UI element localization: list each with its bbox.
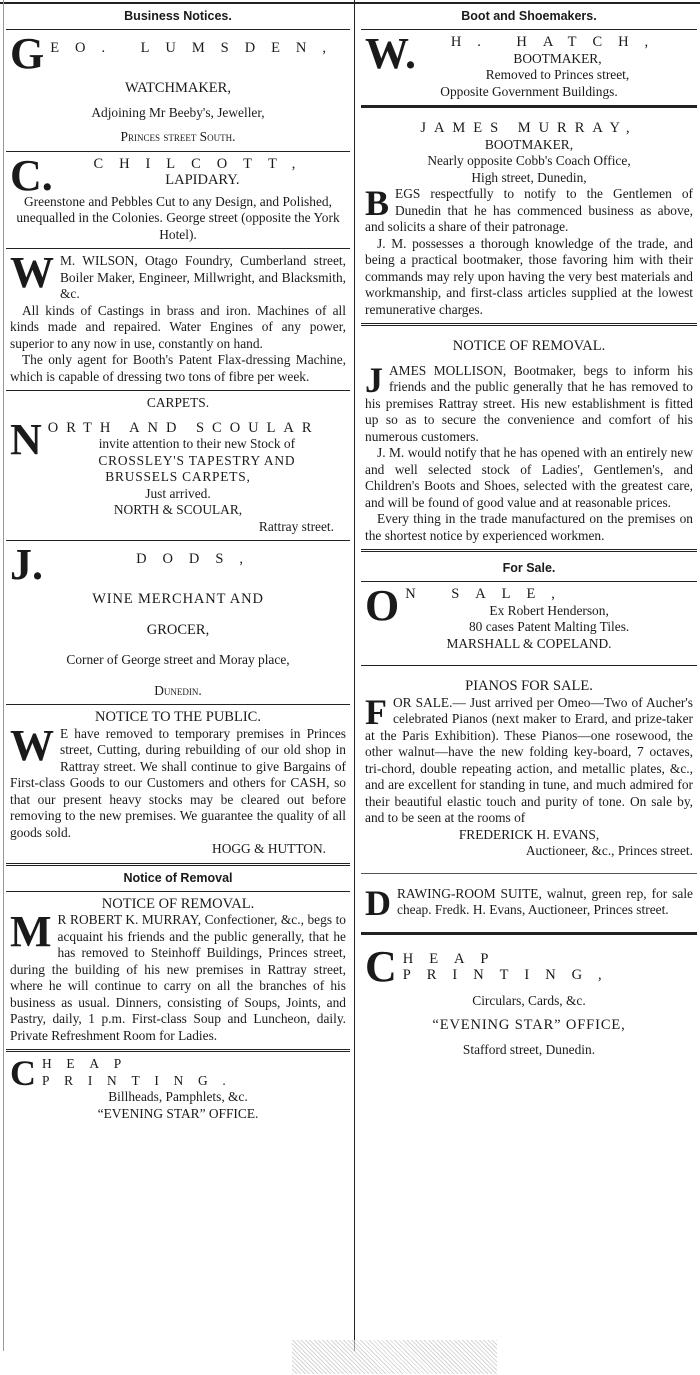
signature: FREDERICK H. EVANS, [458, 826, 600, 842]
street: Princes street South. [120, 129, 236, 144]
signature: NORTH & SCOULAR, [113, 502, 243, 517]
signature-address: Rattray street. [258, 518, 334, 534]
heading: NOTICE TO THE PUBLIC. [95, 709, 261, 725]
drop-cap: F [365, 691, 387, 732]
line: 80 cases Patent Malting Tiles. [468, 619, 630, 634]
address: Corner of George street and Moray place, [66, 652, 290, 667]
drop-cap: M [10, 907, 52, 956]
line: “EVENING STAR” OFFICE. [97, 1105, 259, 1121]
drop-cap: C [365, 941, 397, 991]
advertiser-name: HEAP PRINTING, [402, 950, 618, 983]
heading: CARPETS. [146, 395, 210, 410]
ad-hatch [361, 30, 697, 108]
ad-robert-murray [6, 892, 350, 1053]
trade: GROCER, [146, 621, 210, 638]
ad-on-sale [361, 582, 697, 666]
paragraph: Every thing in the trade manufactured on the premises on the shortest notice by experienced workmen. [365, 511, 693, 543]
advertiser-name: CHILCOTT, [93, 155, 312, 172]
drop-cap: J [365, 359, 383, 400]
drop-cap: O [365, 581, 400, 630]
line: Removed to Princes street, [485, 67, 630, 82]
advertiser-name: DODS, [136, 551, 259, 567]
line: Nearly opposite Cobb's Coach Office, [427, 153, 631, 168]
advertiser-name: H. HATCH, [450, 34, 665, 50]
ad-james-murray [361, 108, 697, 326]
ad-lumsden [6, 30, 350, 152]
line: “EVENING STAR” OFFICE, [432, 1017, 626, 1033]
paragraph: All kinds of Castings in brass and iron. Machines of all kinds made and repaired. Water Engines of any power, superior to any now in use, constantly on hand. [10, 302, 346, 351]
paragraph: The only agent for Booth's Patent Flax-dressing Machine, which is capable of dressing two tons of fibre per week. [10, 352, 346, 384]
ad-cheap-printing-left [6, 1052, 350, 1127]
section-header-sale: For Sale. [361, 552, 697, 582]
ad-chilcott [6, 152, 350, 250]
body: R ROBERT K. MURRAY, Confectioner, &c., begs to acquaint his friends and the public generally, that he has removed to Steinhoff Buildings, Princes street, during the building of his new premises in Rattray street, where he will continue to carry on all the branches of his business as usual. Dinners, consisting of Soups, Joints, and Pastry, daily, 1 p.m. First-class Soup and Luncheon, daily. Private Refreshment Room for Ladies. [10, 912, 346, 1043]
address: Adjoining Mr Beeby's, Jeweller, [91, 104, 265, 120]
section-header-boot: Boot and Shoemakers. [361, 0, 697, 30]
heading: NOTICE OF REMOVAL. [101, 895, 255, 912]
ad-mollison [361, 326, 697, 552]
drop-cap: G [10, 29, 45, 78]
trade: LAPIDARY. [165, 172, 240, 188]
drop-cap: W [10, 248, 54, 297]
ad-pianos [361, 666, 697, 874]
drop-cap: W [10, 720, 54, 770]
trade: BOOTMAKER, [484, 136, 574, 152]
body: RAWING-ROOM SUITE, walnut, green rep, for sale cheap. Fredk. H. Evans, Auctioneer, Princes street. [397, 885, 693, 917]
drop-cap: N [10, 414, 42, 464]
line: Stafford street, Dunedin. [462, 1041, 596, 1057]
paragraph: J. M. possesses a thorough knowledge of the trade, and being a practical bootmaker, those favoring him with their commands may rely upon having the very best materials and workmanship, and first-class articles supplied at the lowest remunerative charges. [365, 235, 693, 317]
intro: M. WILSON, Otago Foundry, Cumberland street, Boiler Maker, Engineer, Millwright, and Blacksmith, &c. [60, 253, 346, 301]
drop-cap: J. [10, 540, 43, 589]
column-divider [354, 0, 355, 1351]
ad-cheap-printing-right [361, 935, 697, 1064]
right-column [361, 0, 697, 1347]
drop-cap: B [365, 183, 390, 223]
line: BRUSSELS CARPETS, [105, 469, 251, 484]
line: invite attention to their new Stock of [98, 436, 296, 451]
drop-cap: C [10, 1053, 36, 1093]
line: Ex Robert Henderson, [489, 602, 609, 618]
left-column [6, 0, 350, 1347]
drop-cap: C. [10, 150, 53, 200]
paragraph: EGS respectfully to notify to the Gentlemen of Dunedin that he has commenced business as above, and solicits a share of their patronage. [365, 186, 693, 234]
section-header-business: Business Notices. [6, 0, 350, 30]
line: Opposite Government Buildings. [440, 83, 618, 99]
heading: NOTICE OF REMOVAL. [452, 338, 606, 354]
ad-dods [6, 541, 350, 705]
paragraph: AMES MOLLISON, Bootmaker, begs to inform his friends and the public generally that he has removed to his premises Rattray street. His new establishment is fitted up so as to secure the convenience and comfort of his numerous customers. [365, 362, 693, 444]
trade: BOOTMAKER, [513, 50, 602, 66]
advertiser-name: HEAP PRINTING. [42, 1056, 241, 1088]
signature-address: Auctioneer, &c., Princes street. [525, 843, 693, 858]
paragraph: J. M. would notify that he has opened with an entirely new and well selected stock of Ladies', Gentlemen's, and Children's Boots and Shoes, selected with the greatest care, and will be found of good value and at reasonable prices. [365, 445, 693, 510]
drop-cap: W. [365, 29, 416, 78]
ad-carpets [6, 391, 350, 541]
advertiser-name: N SALE, [405, 586, 571, 602]
line: High street, Dunedin, [471, 169, 587, 185]
advertiser-name: JAMES MURRAY, [420, 120, 638, 136]
line: Circulars, Cards, &c. [472, 992, 586, 1008]
town: Dunedin. [154, 682, 202, 698]
line: CROSSLEY'S TAPESTRY AND [98, 452, 296, 468]
body: Greenstone and Pebbles Cut to any Design, and Polished, unequalled in the Colonies. George street (opposite the York Hotel). [16, 193, 340, 242]
signature: HOGG & HUTTON. [212, 841, 326, 856]
body: E have removed to temporary premises in Princes street, Cutting, during rebuilding of our old shop in Rattray street. We shall continue to give Bargains of First-class Goods to our Customers and others for CASH, so that our present heavy stocks may be cleared out before removing to the new premises. We guarantee the quality of all goods sold. [10, 725, 346, 840]
advertiser-name: ORTH AND SCOULAR [47, 419, 320, 436]
drop-cap: D [365, 882, 391, 923]
trade: WATCHMAKER, [125, 80, 231, 96]
advertiser-name: EO. LUMSDEN, [50, 40, 342, 56]
line: Just arrived. [145, 485, 211, 501]
ad-drawing-room [361, 874, 697, 935]
heading: PIANOS FOR SALE. [465, 678, 593, 694]
body: OR SALE.— Just arrived per Omeo—Two of Aucher's celebrated Pianos (next maker to Erard, and prize-taker at the Paris Exhibition). These Pianos—one rosewood, the other walnut—have the new folding key-board, 7 octaves, tri-chord, double repeating action, and metallic plates, &c., and are excellent for standing in tune, and much admired for their beautiful elastic touch and purity of tone. On sale by, and to be seen at the rooms of [365, 694, 693, 825]
ad-hogg-hutton [6, 705, 350, 866]
left-margin-rule [3, 0, 4, 1351]
signature: MARSHALL & COPELAND. [446, 635, 612, 651]
print-smudge [292, 1340, 497, 1374]
section-header-removal: Notice of Removal [6, 866, 350, 892]
trade: WINE MERCHANT AND [92, 591, 264, 607]
ad-wilson [6, 249, 350, 391]
line: Billheads, Pamphlets, &c. [108, 1089, 248, 1104]
